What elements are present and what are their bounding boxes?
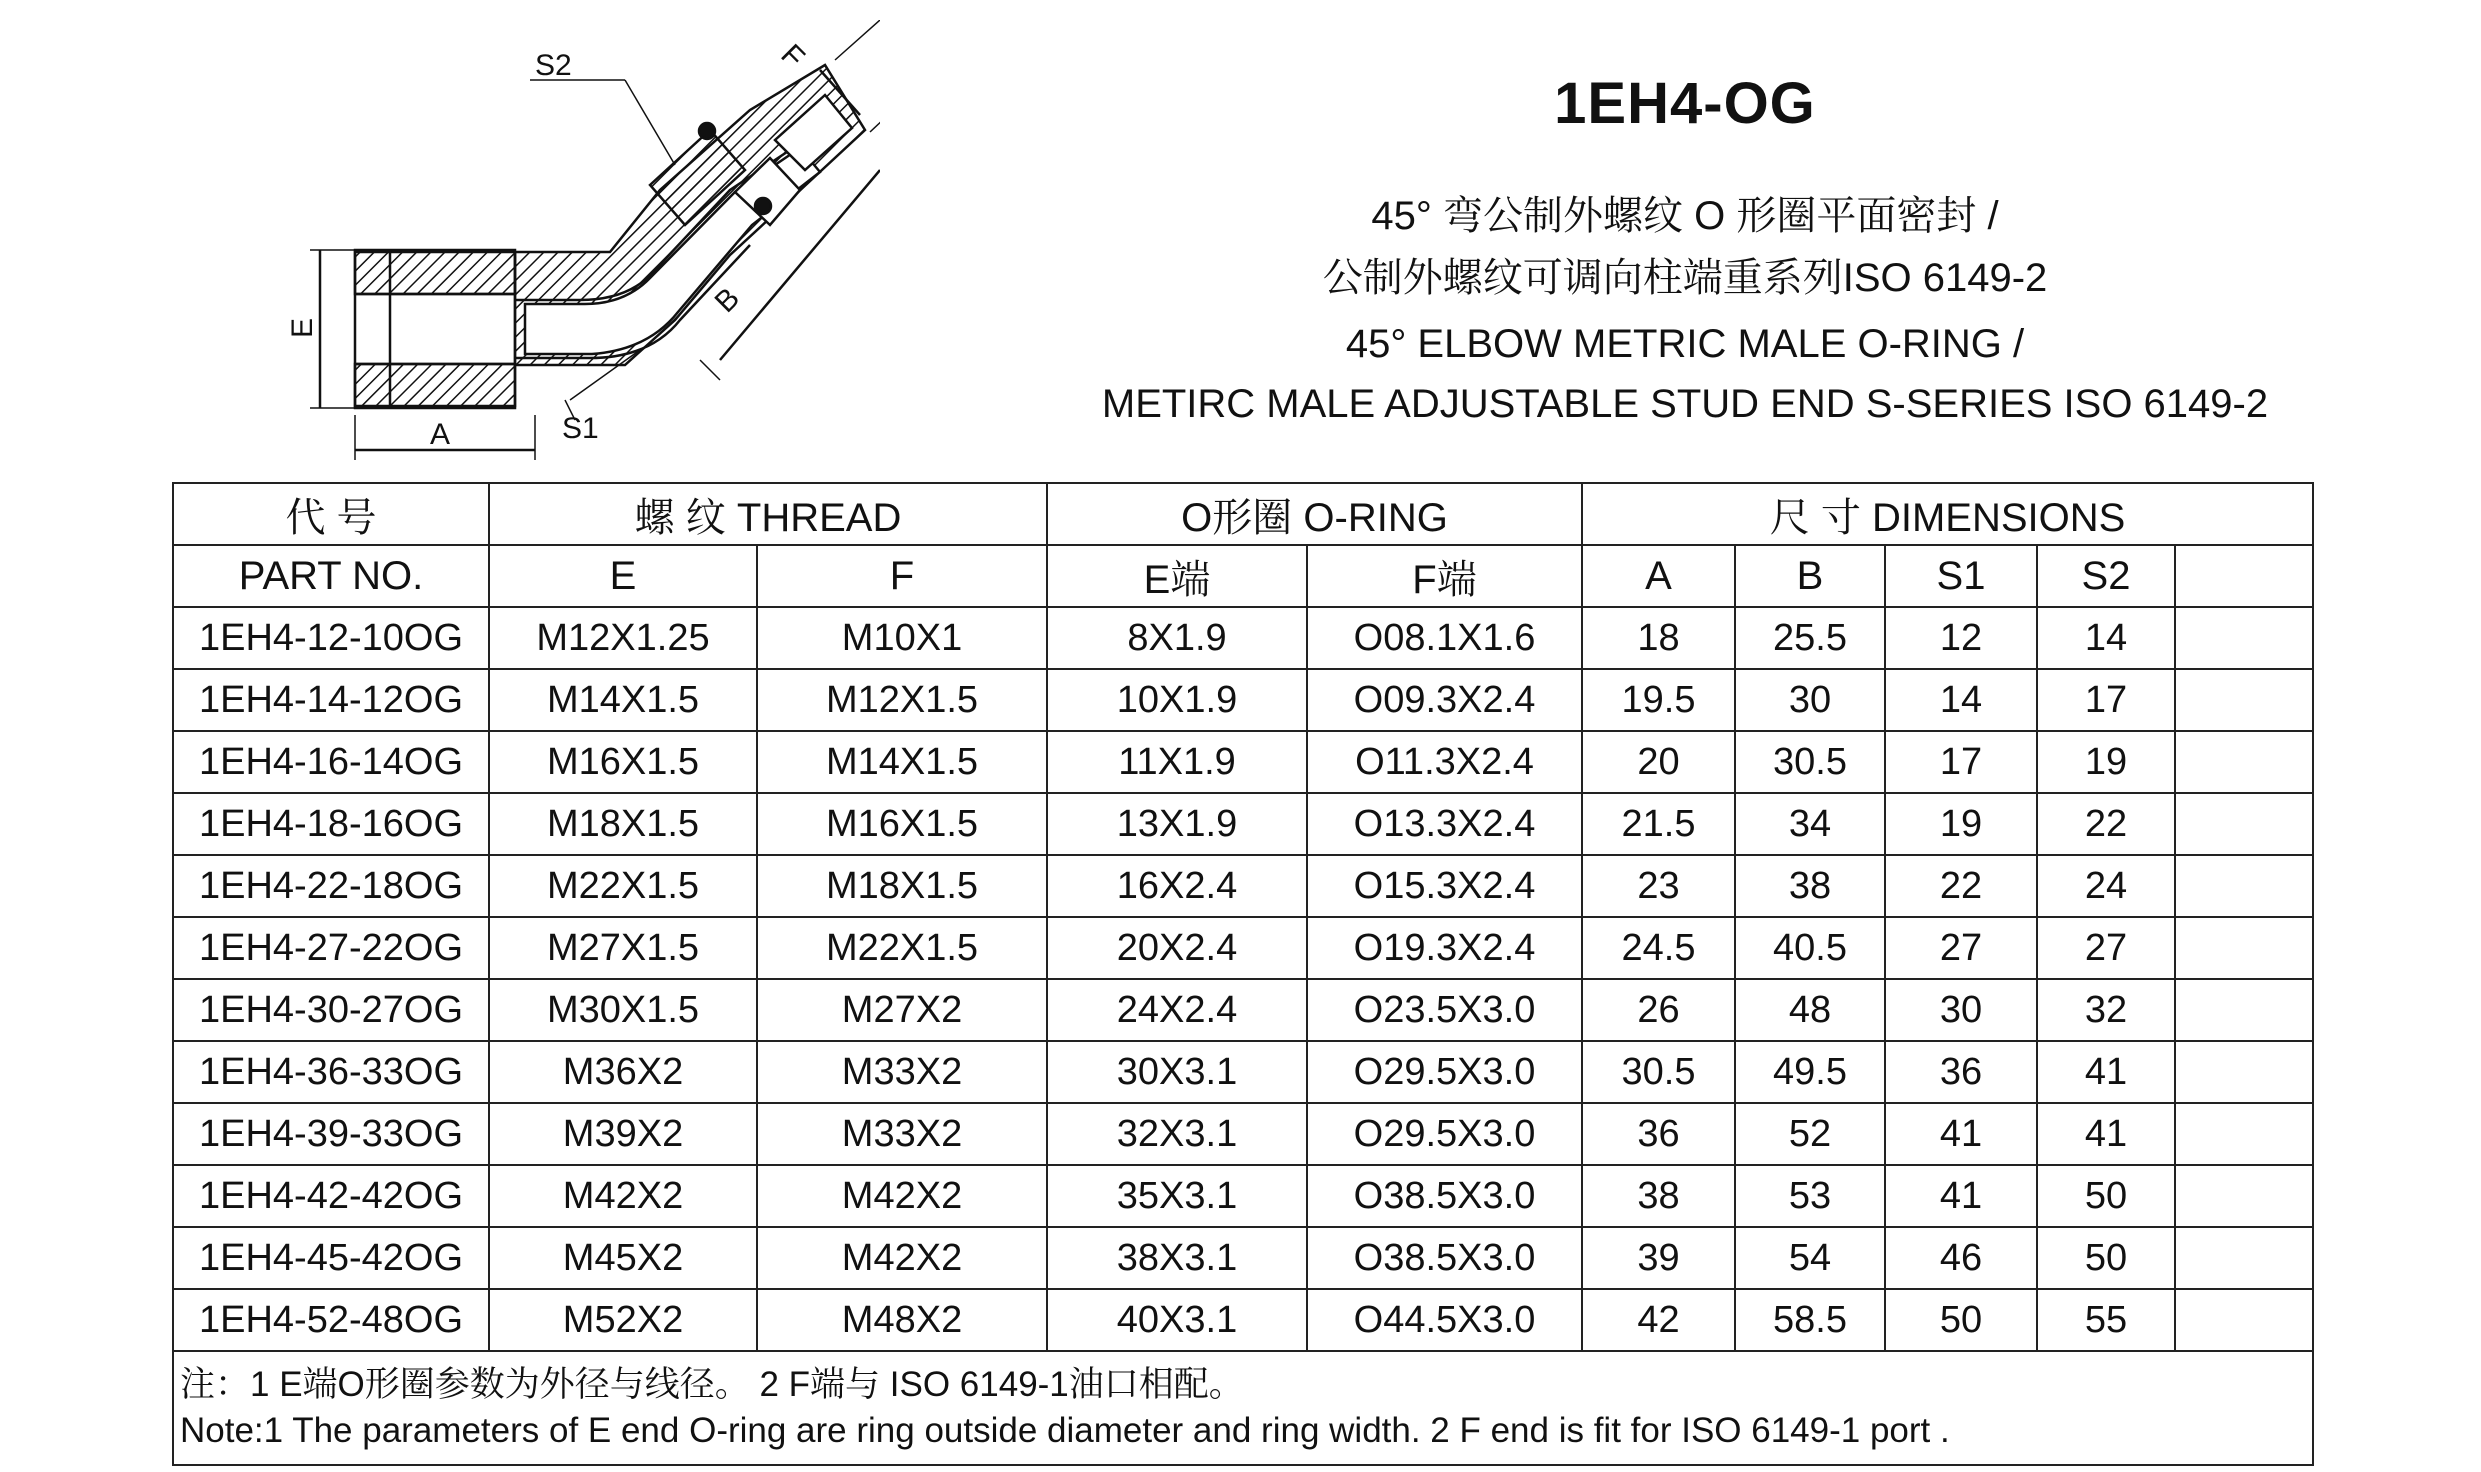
- table-cell: 23: [1582, 855, 1735, 917]
- table-cell: 46: [1885, 1227, 2037, 1289]
- table-cell: 35X3.1: [1047, 1165, 1307, 1227]
- col-header-b: B: [1735, 545, 1885, 607]
- table-cell: 17: [1885, 731, 2037, 793]
- table-cell: M42X2: [489, 1165, 757, 1227]
- table-cell: 1EH4-30-27OG: [173, 979, 489, 1041]
- table-cell: 40X3.1: [1047, 1289, 1307, 1351]
- table-cell: 58.5: [1735, 1289, 1885, 1351]
- table-cell: M22X1.5: [489, 855, 757, 917]
- table-cell: O11.3X2.4: [1307, 731, 1582, 793]
- table-cell: 1EH4-12-10OG: [173, 607, 489, 669]
- label-b: B: [708, 281, 747, 320]
- table-cell: M39X2: [489, 1103, 757, 1165]
- table-cell: O13.3X2.4: [1307, 793, 1582, 855]
- subtitle-en-1: 45° ELBOW METRIC MALE O-RING /: [1345, 322, 2025, 366]
- col-header-f-end: F端: [1307, 545, 1582, 607]
- label-f: F: [774, 38, 811, 75]
- table-cell: O44.5X3.0: [1307, 1289, 1582, 1351]
- table-cell: [2175, 731, 2313, 793]
- col-header-e: E: [489, 545, 757, 607]
- table-cell: [2175, 607, 2313, 669]
- table-cell: 36: [1582, 1103, 1735, 1165]
- table-cell: 1EH4-16-14OG: [173, 731, 489, 793]
- table-cell: 18: [1582, 607, 1735, 669]
- table-cell: O23.5X3.0: [1307, 979, 1582, 1041]
- table-cell: 22: [1885, 855, 2037, 917]
- header-dimensions: 尺 寸 DIMENSIONS: [1582, 483, 2313, 545]
- table-row: [173, 1227, 2313, 1289]
- table-cell: 41: [1885, 1103, 2037, 1165]
- table-row: [173, 793, 2313, 855]
- note-cn: 注：1 E端O形圈参数为外径与线径。 2 F端与 ISO 6149-1油口相配。: [180, 1365, 1244, 1404]
- spec-table-body: [173, 483, 2313, 1351]
- table-cell: 55: [2037, 1289, 2175, 1351]
- table-cell: 50: [2037, 1165, 2175, 1227]
- table-cell: M14X1.5: [757, 731, 1047, 793]
- label-s1: S1: [562, 412, 599, 445]
- fitting-drawing: [280, 20, 880, 465]
- table-cell: M52X2: [489, 1289, 757, 1351]
- table-cell: 48: [1735, 979, 1885, 1041]
- table-cell: 20X2.4: [1047, 917, 1307, 979]
- table-cell: 49.5: [1735, 1041, 1885, 1103]
- table-cell: 32X3.1: [1047, 1103, 1307, 1165]
- subtitle-en-2: METIRC MALE ADJUSTABLE STUD END S-SERIES ISO 6149-2: [1101, 382, 2269, 426]
- table-cell: O15.3X2.4: [1307, 855, 1582, 917]
- table-cell: 1EH4-52-48OG: [173, 1289, 489, 1351]
- table-cell: [2175, 793, 2313, 855]
- table-cell: 40.5: [1735, 917, 1885, 979]
- table-cell: O29.5X3.0: [1307, 1041, 1582, 1103]
- table-cell: [2175, 1165, 2313, 1227]
- table-cell: O38.5X3.0: [1307, 1227, 1582, 1289]
- page-title: 1EH4-OG: [1554, 71, 1816, 136]
- table-row: [173, 731, 2313, 793]
- table-cell: 41: [2037, 1103, 2175, 1165]
- table-row: [173, 607, 2313, 669]
- table-cell: 30.5: [1582, 1041, 1735, 1103]
- table-cell: 32: [2037, 979, 2175, 1041]
- spec-table: [172, 482, 2314, 1466]
- table-cell: 38X3.1: [1047, 1227, 1307, 1289]
- table-cell: 38: [1735, 855, 1885, 917]
- table-row: [173, 1289, 2313, 1351]
- table-cell: 25.5: [1735, 607, 1885, 669]
- subtitle-cn-1: 45° 弯公制外螺纹 O 形圈平面密封 /: [1371, 194, 1999, 238]
- table-cell: M33X2: [757, 1103, 1047, 1165]
- table-cell: 8X1.9: [1047, 607, 1307, 669]
- table-cell: 14: [2037, 607, 2175, 669]
- table-cell: 1EH4-36-33OG: [173, 1041, 489, 1103]
- table-cell: 53: [1735, 1165, 1885, 1227]
- table-cell: M14X1.5: [489, 669, 757, 731]
- col-header-s2: S2: [2037, 545, 2175, 607]
- col-header-e-end: E端: [1047, 545, 1307, 607]
- table-cell: 1EH4-27-22OG: [173, 917, 489, 979]
- table-row: [173, 1041, 2313, 1103]
- table-row: [173, 1165, 2313, 1227]
- table-cell: M45X2: [489, 1227, 757, 1289]
- header-thread: 螺 纹 THREAD: [489, 483, 1047, 545]
- notes-row: [173, 1351, 2313, 1465]
- table-cell: 42: [1582, 1289, 1735, 1351]
- table-cell: M42X2: [757, 1227, 1047, 1289]
- table-cell: O09.3X2.4: [1307, 669, 1582, 731]
- table-cell: 30: [1885, 979, 2037, 1041]
- table-cell: M16X1.5: [489, 731, 757, 793]
- table-row: [173, 979, 2313, 1041]
- table-cell: O19.3X2.4: [1307, 917, 1582, 979]
- table-cell: M18X1.5: [757, 855, 1047, 917]
- table-cell: 54: [1735, 1227, 1885, 1289]
- table-cell: 30X3.1: [1047, 1041, 1307, 1103]
- table-cell: 50: [2037, 1227, 2175, 1289]
- table-cell: [2175, 1041, 2313, 1103]
- label-a: A: [430, 418, 451, 451]
- table-cell: 39: [1582, 1227, 1735, 1289]
- label-s2: S2: [535, 49, 572, 82]
- table-cell: 20: [1582, 731, 1735, 793]
- table-cell: O08.1X1.6: [1307, 607, 1582, 669]
- table-cell: [2175, 1227, 2313, 1289]
- table-cell: M12X1.25: [489, 607, 757, 669]
- col-header-s1: S1: [1885, 545, 2037, 607]
- column-header-row: [173, 545, 2313, 607]
- table-cell: 10X1.9: [1047, 669, 1307, 731]
- table-cell: M42X2: [757, 1165, 1047, 1227]
- table-cell: 1EH4-42-42OG: [173, 1165, 489, 1227]
- table-cell: 14: [1885, 669, 2037, 731]
- table-cell: 19.5: [1582, 669, 1735, 731]
- table-cell: M36X2: [489, 1041, 757, 1103]
- header-part-cn: 代 号: [173, 483, 489, 545]
- table-cell: 30: [1735, 669, 1885, 731]
- table-cell: [2175, 979, 2313, 1041]
- table-cell: 41: [2037, 1041, 2175, 1103]
- table-cell: 26: [1582, 979, 1735, 1041]
- table-cell: 1EH4-22-18OG: [173, 855, 489, 917]
- table-cell: 41: [1885, 1165, 2037, 1227]
- table-cell: 16X2.4: [1047, 855, 1307, 917]
- table-row: [173, 917, 2313, 979]
- table-cell: 36: [1885, 1041, 2037, 1103]
- table-cell: M48X2: [757, 1289, 1047, 1351]
- table-cell: 17: [2037, 669, 2175, 731]
- table-cell: 13X1.9: [1047, 793, 1307, 855]
- table-cell: 1EH4-45-42OG: [173, 1227, 489, 1289]
- table-cell: M33X2: [757, 1041, 1047, 1103]
- col-header-blank: [2175, 545, 2313, 607]
- table-cell: [2175, 1103, 2313, 1165]
- header-oring: O形圈 O-RING: [1047, 483, 1582, 545]
- table-cell: M30X1.5: [489, 979, 757, 1041]
- table-cell: 50: [1885, 1289, 2037, 1351]
- table-cell: 21.5: [1582, 793, 1735, 855]
- table-cell: 30.5: [1735, 731, 1885, 793]
- table-cell: 11X1.9: [1047, 731, 1307, 793]
- table-cell: [2175, 917, 2313, 979]
- col-header-a: A: [1582, 545, 1735, 607]
- table-cell: 24.5: [1582, 917, 1735, 979]
- table-cell: 1EH4-18-16OG: [173, 793, 489, 855]
- table-cell: M27X2: [757, 979, 1047, 1041]
- table-row: [173, 1103, 2313, 1165]
- table-cell: 27: [2037, 917, 2175, 979]
- table-cell: 1EH4-14-12OG: [173, 669, 489, 731]
- col-header-f: F: [757, 545, 1047, 607]
- table-cell: O38.5X3.0: [1307, 1165, 1582, 1227]
- table-cell: 24: [2037, 855, 2175, 917]
- table-cell: 19: [2037, 731, 2175, 793]
- table-cell: M16X1.5: [757, 793, 1047, 855]
- table-cell: [2175, 855, 2313, 917]
- subtitle-cn-2: 公制外螺纹可调向柱端重系列ISO 6149-2: [1322, 256, 2048, 300]
- label-e: E: [286, 317, 319, 338]
- table-cell: 1EH4-39-33OG: [173, 1103, 489, 1165]
- notes-cell: [173, 1351, 2313, 1465]
- table-cell: 22: [2037, 793, 2175, 855]
- table-cell: M12X1.5: [757, 669, 1047, 731]
- table-cell: 12: [1885, 607, 2037, 669]
- table-row: [173, 855, 2313, 917]
- table-cell: 27: [1885, 917, 2037, 979]
- table-cell: 24X2.4: [1047, 979, 1307, 1041]
- table-cell: 38: [1582, 1165, 1735, 1227]
- table-cell: O29.5X3.0: [1307, 1103, 1582, 1165]
- table-cell: M22X1.5: [757, 917, 1047, 979]
- table-cell: 19: [1885, 793, 2037, 855]
- group-header-row: [173, 483, 2313, 545]
- note-en: Note:1 The parameters of E end O-ring are ring outside diameter and ring width. 2 F end is fit for ISO 6149-1 port .: [180, 1411, 1950, 1450]
- table-cell: M10X1: [757, 607, 1047, 669]
- table-cell: 52: [1735, 1103, 1885, 1165]
- table-row: [173, 669, 2313, 731]
- table-cell: [2175, 1289, 2313, 1351]
- table-cell: [2175, 669, 2313, 731]
- table-cell: 34: [1735, 793, 1885, 855]
- table-cell: M18X1.5: [489, 793, 757, 855]
- table-cell: M27X1.5: [489, 917, 757, 979]
- col-header-part-no: PART NO.: [173, 545, 489, 607]
